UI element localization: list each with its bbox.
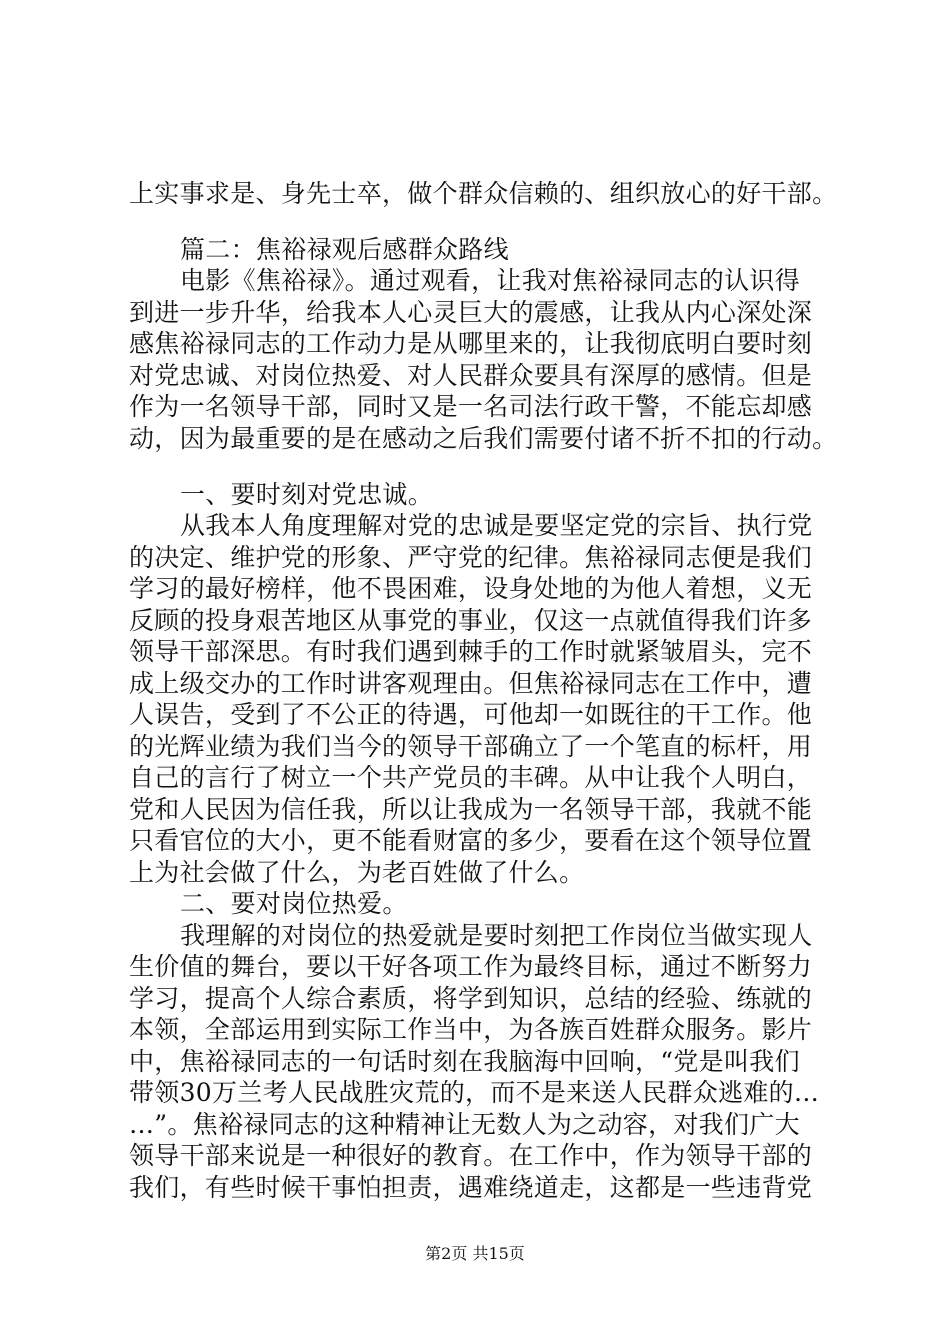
- text-line: 到进一步升华，给我本人心灵巨大的震感，让我从内心深处深: [129, 298, 813, 327]
- text-line: 党和人民因为信任我，所以让我成为一名领导干部，我就不能: [129, 795, 813, 824]
- text-line: 成上级交办的工作时讲客观理由。但焦裕禄同志在工作中，遭: [129, 669, 813, 698]
- text-line: 带领30万兰考人民战胜灾荒的，而不是来送人民群众逃难的…: [129, 1078, 820, 1107]
- page-number-footer: 第2页 共15页: [425, 1244, 525, 1263]
- text-line: 电影《焦裕禄》。通过观看，让我对焦裕禄同志的认识得: [180, 266, 801, 295]
- text-line: 自己的言行了树立一个共产党员的丰碑。从中让我个人明白，: [129, 763, 813, 792]
- text-line: 感焦裕禄同志的工作动力是从哪里来的，让我彻底明白要时刻: [129, 329, 813, 358]
- text-line: 反顾的投身艰苦地区从事党的事业，仅这一点就值得我们许多: [129, 606, 813, 635]
- section-heading: 篇二：焦裕禄观后感群众路线: [180, 235, 509, 264]
- text-line: 我理解的对岗位的热爱就是要时刻把工作岗位当做实现人: [180, 921, 813, 950]
- text-line: 的决定、维护党的形象、严守党的纪律。焦裕禄同志便是我们: [129, 543, 813, 572]
- text-line: 领导干部深思。有时我们遇到棘手的工作时就紧皱眉头，完不: [129, 637, 813, 666]
- text-line: …”。焦裕禄同志的这种精神让无数人为之动容，对我们广大: [129, 1110, 800, 1139]
- section-heading: 一、要时刻对党忠诚。: [180, 480, 434, 509]
- section-heading: 二、要对岗位热爱。: [180, 889, 408, 918]
- text-line: 学习，提高个人综合素质，将学到知识，总结的经验、练就的: [129, 984, 813, 1013]
- text-line: 本领，全部运用到实际工作当中，为各族百姓群众服务。影片: [129, 1015, 813, 1044]
- text-line: 作为一名领导干部，同时又是一名司法行政干警，不能忘却感: [129, 392, 813, 421]
- text-line: 动，因为最重要的是在感动之后我们需要付诸不折不扣的行动。: [129, 424, 838, 453]
- text-line: 生价值的舞台，要以干好各项工作为最终目标，通过不断努力: [129, 952, 813, 981]
- text-line: 从我本人角度理解对党的忠诚是要坚定党的宗旨、执行党: [180, 511, 813, 540]
- text-line: 人误告，受到了不公正的待遇，可他却一如既往的干工作。他: [129, 700, 813, 729]
- text-line: 中，焦裕禄同志的一句话时刻在我脑海中回响，“党是叫我们: [129, 1047, 800, 1076]
- text-line: 对党忠诚、对岗位热爱、对人民群众要具有深厚的感情。但是: [129, 361, 813, 390]
- text-line: 我们，有些时候干事怕担责，遇难绕道走，这都是一些违背党: [129, 1173, 813, 1202]
- text-line: 领导干部来说是一种很好的教育。在工作中，作为领导干部的: [129, 1141, 813, 1170]
- text-line: 只看官位的大小，更不能看财富的多少，要看在这个领导位置: [129, 826, 813, 855]
- text-line: 上为社会做了什么，为老百姓做了什么。: [129, 858, 585, 887]
- text-line: 上实事求是、身先士卒，做个群众信赖的、组织放心的好干部。: [129, 179, 838, 208]
- text-line: 的光辉业绩为我们当今的领导干部确立了一个笔直的标杆，用: [129, 732, 813, 761]
- text-line: 学习的最好榜样，他不畏困难，设身处地的为他人着想，义无: [129, 574, 813, 603]
